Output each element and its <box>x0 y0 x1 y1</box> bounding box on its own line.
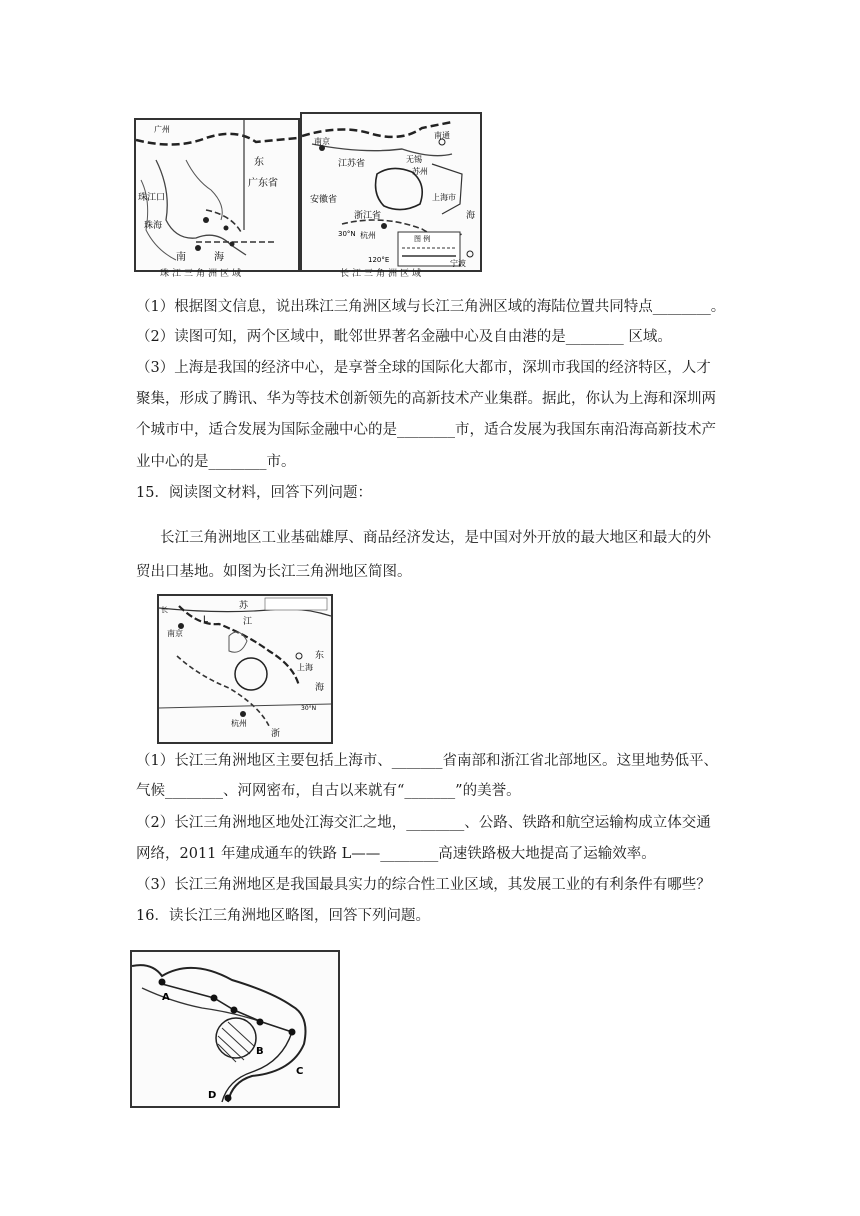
map3-B-label: B <box>256 1046 264 1057</box>
map2-hangzhou-label: 杭州 <box>231 719 247 728</box>
map3-D-label: D <box>208 1090 217 1101</box>
q15-sub1-line2: 气候________、河网密布，自古以来就有“_______”的美誉。 <box>136 783 521 799</box>
map1-nantong-label: 南通 <box>434 131 450 140</box>
map1-guangzhou-label: 广州 <box>154 125 170 134</box>
map2-nanjing-label: 南京 <box>167 629 183 638</box>
map-yangtze-delta-abcd <box>130 950 340 1108</box>
q15-title: 15．阅读图文材料，回答下列问题： <box>136 485 372 501</box>
q14-sub3-line2: 聚集，形成了腾讯、华为等技术创新领先的高新技术产业集群。据此，你认为上海和深圳两 <box>136 391 716 407</box>
q15-sub2-line1: （2）长江三角洲地区地处江海交汇之地，________、公路、铁路和航空运输构成立体交通 <box>136 815 711 831</box>
map1-jiangsu-label: 江苏省 <box>338 159 366 169</box>
map2-dong-label: 东 <box>315 651 325 661</box>
map1-zhejiang-label: 浙江省 <box>354 211 382 221</box>
q15-material-line2: 贸出口基地。如图为长江三角洲地区简图。 <box>136 564 412 580</box>
map1-nan-label: 南 <box>176 252 186 263</box>
map1-nanjing-label: 南京 <box>314 137 330 146</box>
map-yangtze-river-delta <box>300 112 482 272</box>
map2-shanghai-label: 上海 <box>297 663 313 672</box>
map1-wuxi-label: 无锡 <box>406 155 422 164</box>
map-pearl-river-delta <box>134 118 300 272</box>
q15-sub3: （3）长江三角洲地区是我国最具实力的综合性工业区域，其发展工业的有利条件有哪些？ <box>136 877 711 893</box>
map1-hai-label-right: 海 <box>466 211 476 221</box>
map1-lon-label: 120°E <box>368 256 390 264</box>
abcd-map-graphic <box>132 952 338 1106</box>
q14-sub1: （1）根据图文信息，说出珠江三角洲区域与长江三角洲区域的海陆位置共同特点________。 <box>136 299 726 315</box>
q15-sub2-line2: 网络，2011 年建成通车的铁路 L——________高速铁路极大地提高了运输效率。 <box>136 846 656 862</box>
map1-hangzhou-label: 杭州 <box>360 231 376 240</box>
pearl-river-delta-map-graphic <box>136 120 298 270</box>
map2-su-label: 苏 <box>239 601 249 611</box>
map1-dong-label: 东 <box>254 157 264 168</box>
map2-zhe-label: 浙 <box>271 729 281 739</box>
q15-material-line1: 长江三角洲地区工业基础雄厚、商品经济发达，是中国对外开放的最大地区和最大的外 <box>160 530 711 546</box>
q14-sub3-line3: 个城市中，适合发展为国际金融中心的是________市，适合发展为我国东南沿海高新技术产 <box>136 422 716 438</box>
map2-chang-label: 长 <box>161 606 168 614</box>
yangtze-river-delta-map-graphic <box>302 114 480 270</box>
map1-legend-label: 图 例 <box>414 235 431 243</box>
map-yangtze-delta-sketch <box>157 594 333 744</box>
map2-lat-label: 30°N <box>301 705 317 712</box>
q16-title: 16．读长江三角洲地区略图，回答下列问题。 <box>136 908 430 924</box>
map2-jiang-label: 江 <box>243 617 253 627</box>
map1-zhuhai-label: 珠海 <box>144 221 163 231</box>
map1-suzhou-label: 苏州 <box>412 167 428 176</box>
map1-right-caption: 长江三角洲区域 <box>340 269 425 279</box>
yangtze-delta-sketch-graphic <box>159 596 331 742</box>
map1-guangdong-label: 广东省 <box>248 178 278 189</box>
map3-C-label: C <box>296 1066 304 1077</box>
map1-lat-label: 30°N <box>338 230 356 238</box>
map1-anhui-label: 安徽省 <box>310 195 338 205</box>
q14-sub3-line1: （3）上海是我国的经济中心，是享誉全球的国际化大都市，深圳市我国的经济特区，人才 <box>136 360 711 376</box>
map3-A-label: A <box>162 992 170 1003</box>
map1-left-caption: 珠江三角洲区域 <box>160 269 245 279</box>
q14-sub2: （2）读图可知，两个区域中，毗邻世界著名金融中心及自由港的是________ 区域。 <box>136 329 672 345</box>
map1-shanghai-label: 上海市 <box>432 193 456 202</box>
map2-hai-label: 海 <box>315 683 325 693</box>
map1-ningbo-label: 宁波 <box>450 259 466 268</box>
map2-L-label: L <box>203 615 209 625</box>
q14-sub3-line4: 业中心的是________市。 <box>136 454 296 470</box>
map1-hai-label: 海 <box>214 252 224 263</box>
map1-zhujiangkou-label: 珠江口 <box>138 193 166 203</box>
q15-sub1-line1: （1）长江三角洲地区主要包括上海市、_______省南部和浙江省北部地区。这里地势低平、 <box>136 753 718 769</box>
